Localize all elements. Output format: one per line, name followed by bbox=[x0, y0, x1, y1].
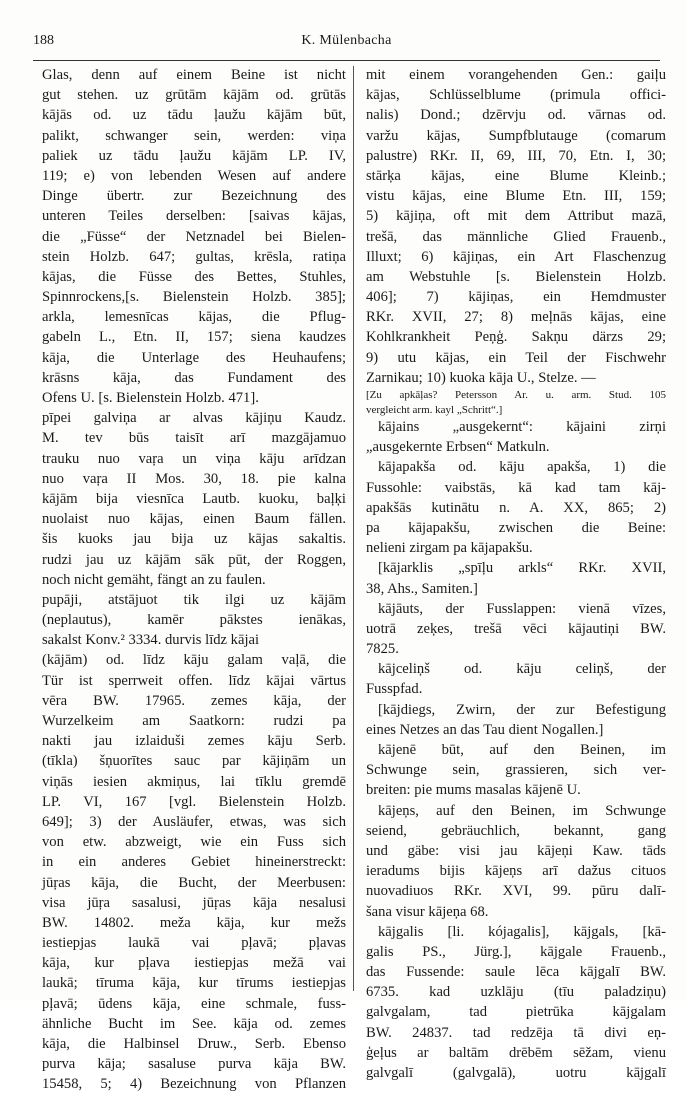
left-column-line: noch nicht gemäht, fängt an zu faulen. bbox=[42, 571, 266, 588]
column-divider bbox=[353, 66, 354, 991]
right-column-line: Kohlkrankheit Peņģ. Sakņu därzs 29; bbox=[366, 329, 666, 346]
right-column-line: vergleicht arm. kayl „Schritt“.] bbox=[366, 403, 503, 416]
left-column-line: Spinnrockens,[s. Bielenstein Holzb. 385]; bbox=[42, 289, 346, 306]
left-column-line: viņās iesien akmiņus, lai tīklu gremdē bbox=[42, 773, 346, 790]
left-column-line: Tür ist sperrweit offen. līdz kājai vārtus bbox=[42, 672, 346, 689]
left-column-line: Glas, denn auf einem Beine ist nicht bbox=[42, 67, 346, 83]
right-column-line: breiten: pie mums masalas kājenē U. bbox=[366, 782, 581, 799]
right-column-line: varžu kājas, Sumpfblutauge (comarum bbox=[366, 127, 666, 144]
right-column-line: galvgalam, tad pietrūka kājgalam bbox=[366, 1004, 666, 1021]
right-column-line: Illuxt; 6) kājiņas, ein Art Flaschenzug bbox=[366, 248, 666, 265]
left-column-line: kājām bija viesnīca Lautb. kuoku, baļķi bbox=[42, 490, 346, 507]
left-column-line: arkla, lemesnīcas kājas, die Pflug- bbox=[42, 309, 346, 326]
right-column-line: und gäbe: visi jau kājeņi Kaw. tāds bbox=[366, 842, 666, 859]
right-column-line: apakšās kutinātu n. A. XX, 865; 2) bbox=[366, 499, 666, 516]
right-column-line: 9) utu kājas, ein Teil der Fischwehr bbox=[366, 349, 666, 366]
left-column-line: LP. VI, 167 [vgl. Bielenstein Holzb. bbox=[42, 793, 346, 810]
right-column-line: kājeņs, auf den Beinen, im Schwunge bbox=[378, 802, 666, 819]
left-column-line: 119; e) von lebenden Wesen auf andere bbox=[42, 167, 346, 184]
left-column-line: pīpei galviņa ar alvas kājiņu Kaudz. bbox=[42, 410, 346, 427]
right-column-line: [Zu apkāļas? Petersson Ar. u. arm. Stud. 105 bbox=[366, 389, 666, 401]
left-column-line: iestiepjas laukā vai pļavā; pļavas bbox=[42, 935, 346, 952]
right-column-line: kājāuts, der Fusslappen: vienā vīzes, bbox=[378, 600, 666, 617]
right-column-line: BW. 24837. tad redzēja tā divi eņ- bbox=[366, 1024, 666, 1041]
left-column-line: 649]; 3) der Ausläufer, etwas, was sich bbox=[42, 813, 346, 830]
left-column-line: (tīkla) šņuorītes sauc par kājiņām un bbox=[42, 753, 346, 770]
right-column-line: Schwunge sein, grassieren, sich ver- bbox=[366, 762, 666, 779]
left-column-line: (neplautus), kamēr pākstes ienākas, bbox=[42, 612, 346, 629]
right-column-line: RKr. XVII, 27; 8) meļnās kājas, eine bbox=[366, 309, 666, 326]
left-column-line: stein Holzb. 647; gultas, krēsla, ratiņa bbox=[42, 248, 346, 265]
left-column-line: die „Füsse“ der Netznadel bei Bielen- bbox=[42, 228, 346, 245]
right-column-line: galis PS., Jürg.], kājgale Frauenb., bbox=[366, 943, 666, 960]
right-column-line: eines Netzes an das Tau dient Nogallen.] bbox=[366, 721, 604, 738]
right-column-line: Zarnikau; 10) kuoka kāja U., Stelze. — bbox=[366, 369, 596, 386]
left-column-line: nuolaist nuo kājas, einen Baum fällen. bbox=[42, 511, 346, 528]
left-column-line: purva kāja; sasaluse purva kāja BW. bbox=[42, 1056, 346, 1073]
left-column-line: von etw. abzweigt, wie ein Fuss sich bbox=[42, 834, 346, 851]
left-column-line: visa jūŗa sasalusi, jūŗas kāja nesalusi bbox=[42, 894, 346, 911]
right-column-line: nuovadiuos RKr. XVI, 99. pūru dalī- bbox=[366, 883, 666, 900]
right-column-line: mit einem vorangehenden Gen.: gaiļu bbox=[366, 67, 666, 83]
left-column-line: paliek uz tādu ļaužu kājām LP. IV, bbox=[42, 147, 346, 164]
left-column-line: Wurzelkeim am Saatkorn: rudzi pa bbox=[42, 713, 346, 729]
left-column-line: M. tev būs taisīt arī mazgājamuo bbox=[42, 430, 346, 447]
right-column-line: Fusspfad. bbox=[366, 681, 423, 698]
left-column-line: jūŗas kāja, die Bucht, der Meerbusen: bbox=[42, 874, 346, 891]
right-column-line: vistu kājas, eine Blume Etn. III, 159; bbox=[366, 188, 666, 205]
left-column-line: gabeln L., Etn. II, 157; siena kaudzes bbox=[42, 329, 346, 346]
right-column-line: trešā, das männliche Glied Frauenb., bbox=[366, 228, 666, 245]
left-column-line: gut stehen. uz grūtām kājām od. grūtās bbox=[42, 87, 346, 104]
left-column-line: laukā; tīruma kāja, kur tīrums iestiepjas bbox=[42, 975, 346, 992]
right-column-line: kājapakša od. kāju apakša, 1) die bbox=[378, 459, 666, 476]
left-column-line: vēra BW. 17965. zemes kāja, der bbox=[42, 692, 346, 709]
left-column-line: trauku nuo vaŗa un viņa kāju arīdzan bbox=[42, 450, 346, 467]
right-column-line: palustre) RKr. II, 69, III, 70, Etn. I, 30; bbox=[366, 147, 666, 164]
right-column-line: 7825. bbox=[366, 641, 399, 658]
right-column-line: ieradums bijis kājeņs arī dažus cituos bbox=[366, 863, 666, 880]
left-column-line: sakalst Konv.² 3334. durvis līdz kājai bbox=[42, 632, 260, 649]
left-column-line: kāja, kur pļava iestiepjas mežā vai bbox=[42, 955, 346, 972]
right-column-line: uotrā zeķes, trešā vēci kājautiņi BW. bbox=[366, 620, 666, 637]
right-column-line: nelieni zirgam pa kājapakšu. bbox=[366, 540, 533, 557]
left-column bbox=[42, 65, 346, 1093]
right-column-line: kājceliņš od. kāju celiņš, der bbox=[378, 661, 666, 678]
header-rule bbox=[33, 60, 660, 61]
right-column-line: 38, Ahs., Samiten.] bbox=[366, 580, 478, 597]
right-column-line: Fussohle: vaibstās, kā kad tam kāj- bbox=[366, 479, 666, 496]
left-column-line: Ofens U. [s. Bielenstein Holzb. 471]. bbox=[42, 390, 259, 406]
left-column-line: 15458, 5; 4) Bezeichnung von Pflanzen bbox=[42, 1076, 346, 1093]
left-column-line: pupāji, atstājuot tik ilgi uz kājām bbox=[42, 591, 346, 608]
right-column-line: ģeļus ar baltām drēbēm sēžam, vienu bbox=[366, 1044, 666, 1061]
right-column-line: galvgalī (galvgalā), uotru kājgalī bbox=[366, 1065, 666, 1081]
right-column-line: kājgalis [li. kójagalis], kājgals, [kā- bbox=[378, 923, 666, 940]
left-column-line: kājās od. uz tādu ļaužu kājām būt, bbox=[42, 107, 346, 124]
right-column-line: šana visur kājeņa 68. bbox=[366, 903, 489, 920]
right-column-line: kājenē būt, auf den Beinen, im bbox=[378, 742, 666, 758]
right-column-line: [kājdiegs, Zwirn, der zur Befestigung bbox=[378, 701, 666, 718]
right-column-line: „ausgekernte Erbsen“ Matkuln. bbox=[366, 439, 550, 456]
left-column-line: unteren Teiles derselben: [saivas kājas, bbox=[42, 208, 346, 225]
left-column-line: šis kuoks jau bija uz kājas sakaltis. bbox=[42, 531, 346, 548]
right-column-line: kājas, Schlüsselblume (primula offici- bbox=[366, 87, 666, 104]
right-column-line: [kājarklis „spīļu arkls“ RKr. XVII, bbox=[378, 560, 666, 577]
left-column-line: BW. 14802. meža kāja, kur mežs bbox=[42, 914, 346, 931]
left-column-line: Dinge übertr. zur Bezeichnung des bbox=[42, 188, 346, 205]
left-column-line: krāsns kāja, das Fundament des bbox=[42, 369, 346, 386]
right-column-line: stārķa kājas, eine Blume Kleinb.; bbox=[366, 167, 666, 184]
left-column-line: kāja, die Halbinsel Druw., Serb. Ebenso bbox=[42, 1036, 346, 1052]
right-column-line: pa kājapakšu, zwischen die Beine: bbox=[366, 519, 666, 536]
right-column bbox=[366, 65, 666, 1081]
right-column-line: 406]; 7) kājiņas, ein Hemdmuster bbox=[366, 289, 666, 306]
left-column-line: pļavā; ūdens kāja, eine schmale, fuss- bbox=[42, 995, 346, 1012]
left-column-line: ähnliche Bucht im See. kāja od. zemes bbox=[42, 1015, 346, 1032]
right-column-line: kājains „ausgekernt“: kājaini zirņi bbox=[378, 419, 666, 435]
left-column-line: nakti jau izlaiduši zemes kāju Serb. bbox=[42, 733, 346, 750]
left-column-line: rudzi jau uz kājām sāk pūt, der Roggen, bbox=[42, 551, 346, 568]
left-column-line: in ein anderes Gebiet hineinerstreckt: bbox=[42, 854, 346, 871]
left-column-line: kāja, die Unterlage des Heuhaufens; bbox=[42, 349, 346, 366]
running-head: K. Mülenbacha bbox=[301, 33, 392, 48]
left-column-line: (kājām) od. līdz kāju galam vaļā, die bbox=[42, 652, 346, 669]
right-column-line: das Fussende: saule lēca kājgalī BW. bbox=[366, 964, 666, 981]
right-column-line: 5) kājiņa, oft mit dem Attribut mazā, bbox=[366, 208, 666, 225]
right-column-line: am Webstuhle [s. Bielenstein Holzb. bbox=[366, 268, 666, 285]
left-column-line: palikt, schwanger sein, werden: viņa bbox=[42, 127, 346, 144]
page-number: 188 bbox=[33, 33, 54, 48]
right-column-line: nalis) Dond.; dzērvju od. vārnas od. bbox=[366, 107, 666, 124]
right-column-line: 6735. kad uzklāju (tīu paladziņu) bbox=[366, 984, 666, 1001]
left-column-line: nuo vaŗa II Mos. 30, 18. pie kalna bbox=[42, 470, 346, 487]
page-header bbox=[33, 33, 660, 53]
right-column-line: seiend, gebräuchlich, bekannt, gang bbox=[366, 822, 666, 839]
left-column-line: kājas, die Füsse des Bettes, Stuhles, bbox=[42, 268, 346, 285]
